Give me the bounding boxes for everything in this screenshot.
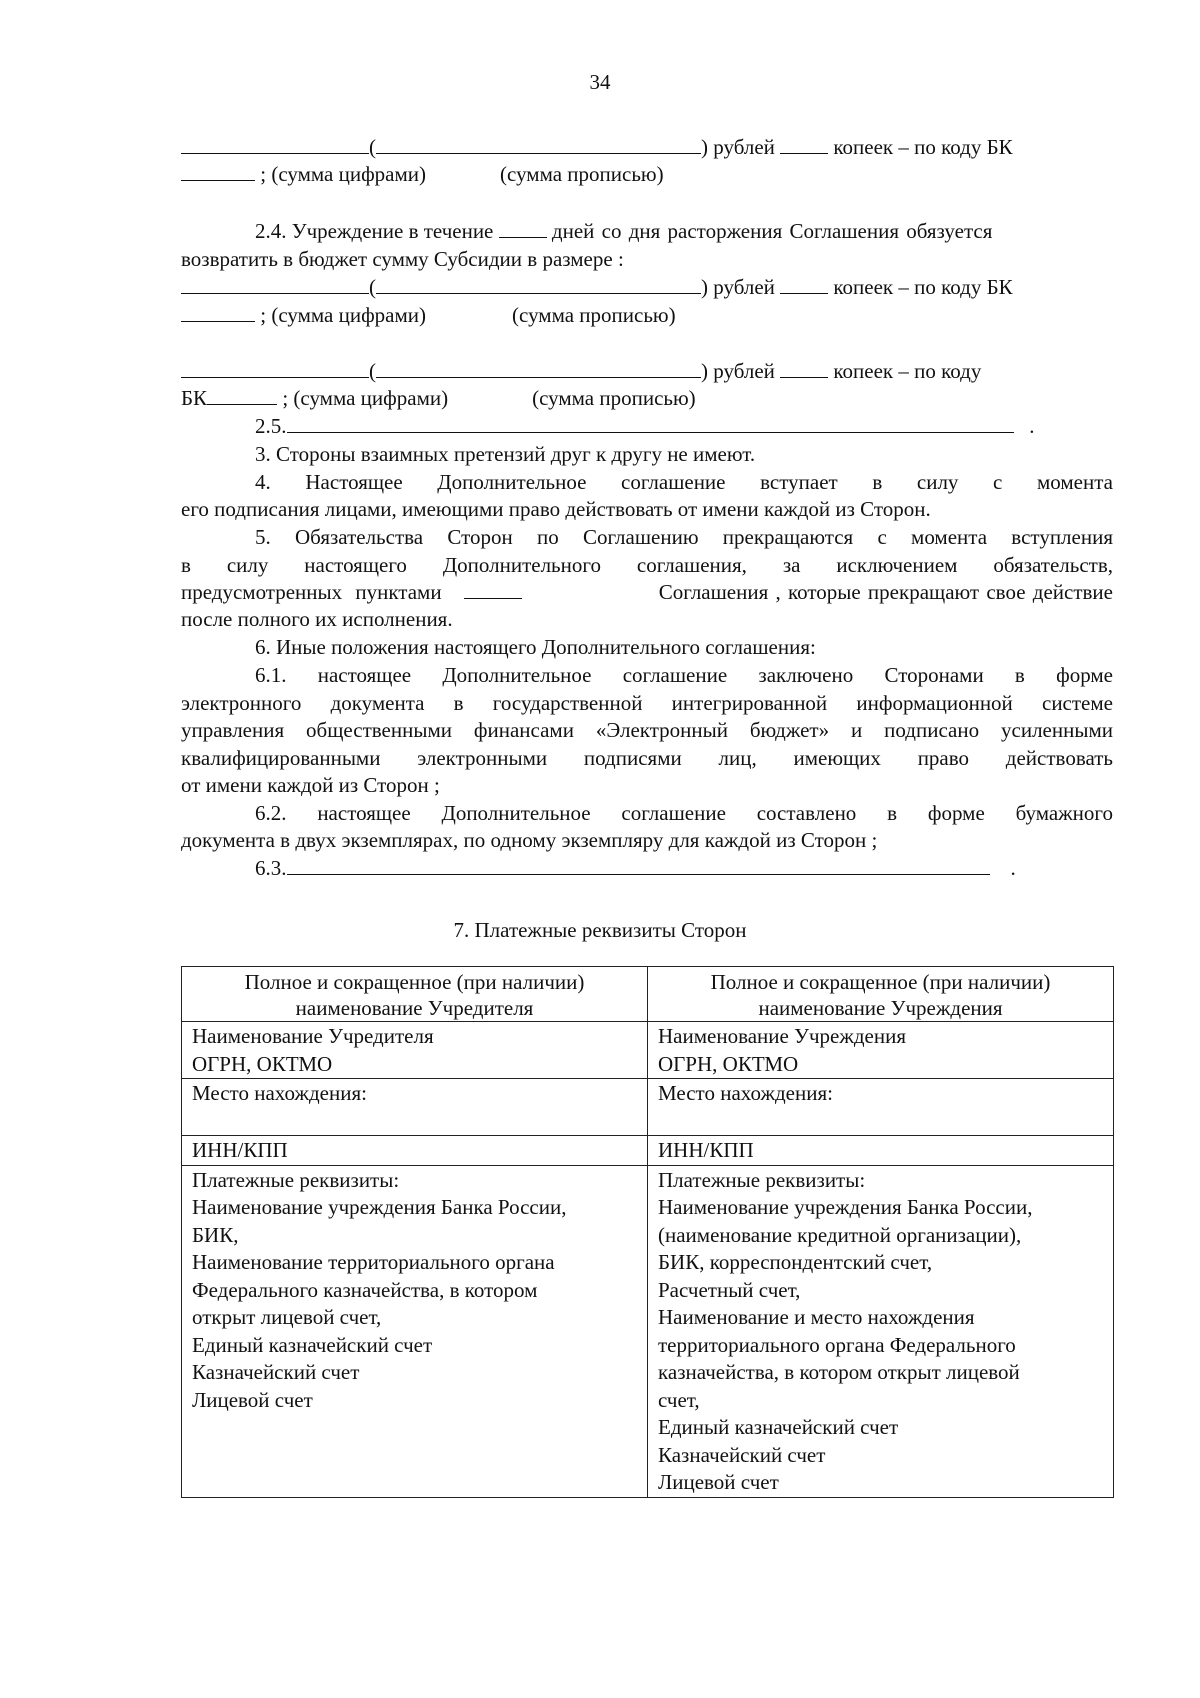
blank-field [376,134,701,154]
sum-caption-1: ; (сумма цифрами) (сумма прописью) [181,161,664,187]
blank-field [499,218,547,238]
blank-field [181,161,255,181]
paragraph-4-line2: его подписания лицами, имеющими право действовать от имени каждой из Сторон. [181,497,931,521]
blank-field [181,302,255,322]
blank-field [376,358,701,378]
institution-payment-cell: Платежные реквизиты: Наименование учреждения Банка России, (наименование кредитной организации), БИК, корреспондентский счет, Расчетный счет, Наименование и место нахождения территориального органа Федерального казначейства, в котором открыт лицевой счет, Единый казначейский счет Казначейский счет Лицевой счет [648,1165,1114,1497]
header-institution: Полное и сокращенное (при наличии) наименование Учреждения [648,967,1114,1022]
table-row [182,1136,1114,1166]
paragraph-6-2-line1: 6.2. настоящее Дополнительное соглашение составлено в форме бумажного [255,801,1113,825]
sum-line-2: ( ) рублей копеек – по коду БК [181,274,1013,300]
founder-payment-cell: Платежные реквизиты: Наименование учреждения Банка России, БИК, Наименование территориального органа Федерального казначейства, в котором открыт лицевой счет, Единый казначейский счет Казначейский счет Лицевой счет [182,1165,648,1497]
institution-name-cell: Наименование Учреждения ОГРН, ОКТМО [648,1022,1114,1079]
table-row [182,1022,1114,1079]
paragraph-6-3: 6.3. . [255,856,1016,880]
page-number: 34 [589,70,611,94]
paragraph-6-1-line2: электронного документа в государственной интегрированной информационной системе [181,691,1113,715]
institution-inn-cell: ИНН/КПП [648,1136,1114,1166]
blank-field [181,274,369,294]
section-7-title: 7. Платежные реквизиты Сторон [453,918,747,942]
blank-field [181,134,369,154]
blank-field [780,358,828,378]
paragraph-6: 6. Иные положения настоящего Дополнительного соглашения: [255,635,816,659]
paragraph-4-line1: 4. Настоящее Дополнительное соглашение вступает в силу с момента [255,470,1113,494]
table-header-row [182,967,1114,1022]
sum-line-3: ( ) рублей копеек – по коду [181,358,981,384]
table-row [182,1165,1114,1497]
blank-field [780,274,828,294]
paragraph-6-1-line5: от имени каждой из Сторон ; [181,773,440,797]
paragraph-6-1-line1: 6.1. настоящее Дополнительное соглашение заключено Сторонами в форме [255,663,1113,687]
paragraph-5-line1: 5. Обязательства Сторон по Соглашению прекращаются с момента вступления [255,525,1113,549]
paragraph-5-line2: в силу настоящего Дополнительного соглашения, за исключением обязательств, [181,553,1113,577]
paragraph-2-5: 2.5. . [255,414,1035,438]
paragraph-2-4: 2.4. Учреждение в течение дней со дня расторжения Соглашения обязуется [255,219,993,243]
paragraph-6-1-line3: управления общественными финансами «Электронный бюджет» и подписано усиленными [181,718,1113,742]
blank-field [464,579,522,599]
paragraph-2-4-line2: возвратить в бюджет сумму Субсидии в размере : [181,247,624,271]
paragraph-6-1-line4: квалифицированными электронными подписями лиц, имеющих право действовать [181,746,1113,770]
blank-field [287,855,990,875]
sum-line-1: ( ) рублей копеек – по коду БК [181,134,1013,160]
paragraph-5-line4: после полного их исполнения. [181,607,453,631]
founder-inn-cell: ИНН/КПП [182,1136,648,1166]
blank-field [376,274,701,294]
blank-field [181,358,369,378]
sum-caption-2: ; (сумма цифрами) (сумма прописью) [181,302,676,328]
payment-details-table [181,966,1114,1498]
founder-location-cell: Место нахождения: [182,1079,648,1136]
blank-field [780,134,828,154]
blank-field [287,413,1014,433]
blank-field [207,385,277,405]
paragraph-6-2-line2: документа в двух экземплярах, по одному экземпляру для каждой из Сторон ; [181,828,878,852]
header-founder: Полное и сокращенное (при наличии) наименование Учредителя [182,967,648,1022]
table-row [182,1079,1114,1136]
paragraph-3: 3. Стороны взаимных претензий друг к другу не имеют. [255,442,756,466]
paragraph-5-line3: предусмотренных пунктами Соглашения , которые прекращают свое действие [181,580,1113,604]
institution-location-cell: Место нахождения: [648,1079,1114,1136]
founder-name-cell: Наименование Учредителя ОГРН, ОКТМО [182,1022,648,1079]
sum-caption-3: БК ; (сумма цифрами) (сумма прописью) [181,386,696,410]
